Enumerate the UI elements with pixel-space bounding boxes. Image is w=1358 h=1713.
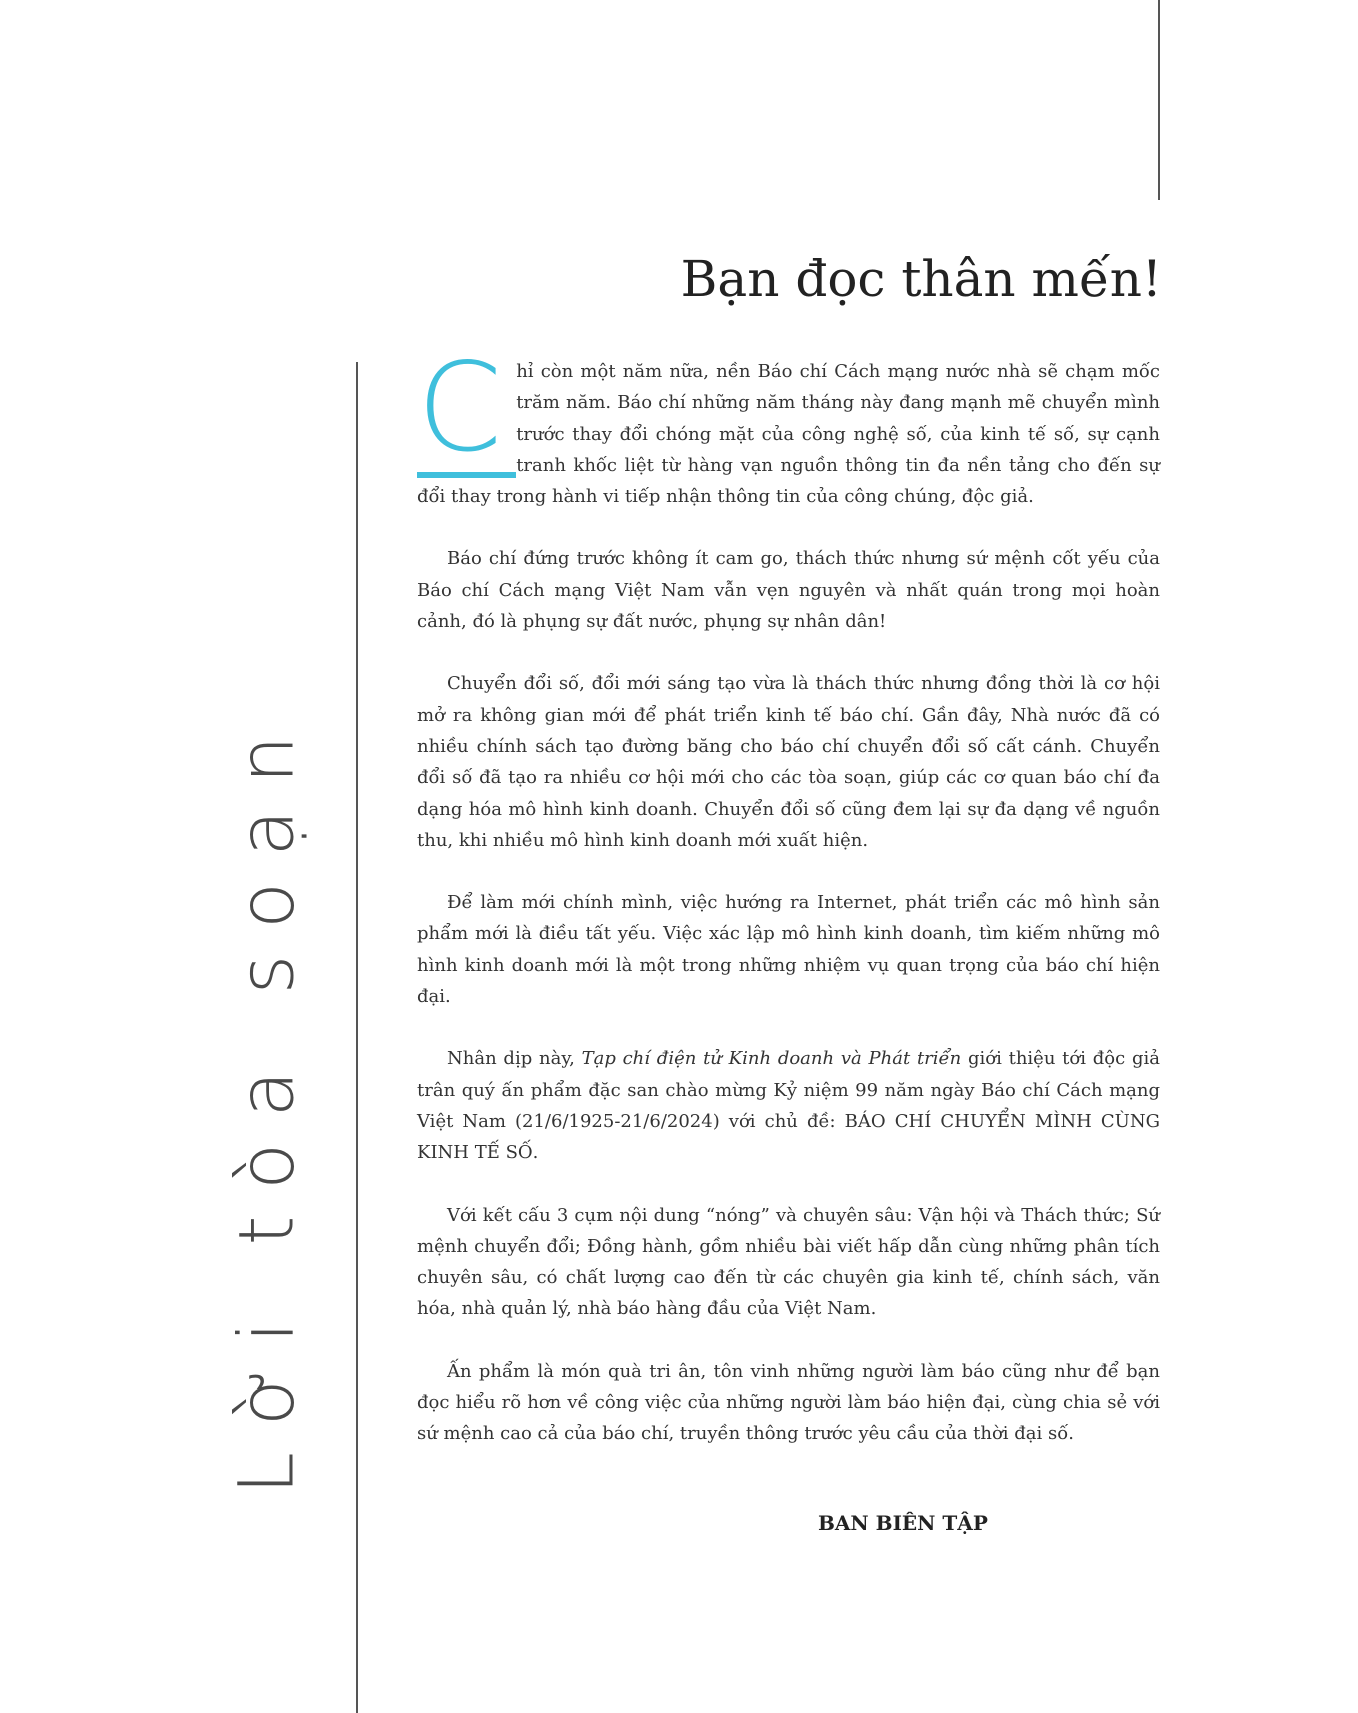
top-vertical-rule — [1158, 0, 1160, 200]
side-vertical-rule — [356, 362, 358, 1713]
paragraph-5 — [417, 1043, 1160, 1168]
paragraph-3: Chuyển đổi số, đổi mới sáng tạo vừa là thách thức nhưng đồng thời là cơ hội mở ra không gian mới để phát triển kinh tế báo chí. Gần đây, Nhà nước đã có nhiều chính sách tạo đường băng cho báo chí chuyển đổi số cất cánh. Chuyển đổi số đã tạo ra nhiều cơ hội mới cho các tòa soạn, giúp các cơ quan báo chí đa dạng hóa mô hình kinh doanh. Chuyển đổi số cũng đem lại sự đa dạng về nguồn thu, khi nhiều mô hình kinh doanh mới xuất hiện. — [417, 673, 1160, 851]
paragraph-5-before: Nhân dịp này, — [447, 1048, 582, 1070]
paragraph-6: Với kết cấu 3 cụm nội dung “nóng” và chuyên sâu: Vận hội và Thách thức; Sứ mệnh chuyển đổi; Đồng hành, gồm nhiều bài viết hấp dẫn cùng những phân tích chuyên sâu, có chất lượng cao đến từ các chuyên gia kinh tế, chính sách, văn hóa, nhà quản lý, nhà báo hàng đầu của Việt Nam. — [417, 1204, 1160, 1320]
paragraph-2: Báo chí đứng trước không ít cam go, thách thức nhưng sứ mệnh cốt yếu của Báo chí Cách mạng Việt Nam vẫn vẹn nguyên và nhất quán trong mọi hoàn cảnh, đó là phụng sự đất nước, phụng sự nhân dân! — [417, 548, 1160, 633]
signature: BAN BIÊN TẬP — [818, 1511, 988, 1535]
drop-cap: C — [417, 360, 516, 478]
page-heading: Bạn đọc thân mến! — [680, 250, 1162, 308]
paragraph-4: Để làm mới chính mình, việc hướng ra Internet, phát triển các mô hình sản phẩm mới là điều tất yếu. Việc xác lập mô hình kinh doanh, tìm kiếm những mô hình kinh doanh mới là một trong những nhiệm vụ quan trọng của báo chí hiện đại. — [417, 892, 1160, 1008]
paragraph-1 — [417, 337, 1160, 512]
paragraph-5-after: giới thiệu tới độc giả trân quý ấn phẩm đặc san chào mừng Kỷ niệm 99 năm ngày Báo chí Cách mạng Việt Nam (21/6/1925-21/6/2024) với chủ đề: BÁO CHÍ CHUYỂN MÌNH CÙNG KINH TẾ SỐ. — [417, 1048, 1160, 1164]
paragraph-1-text: hỉ còn một năm nữa, nền Báo chí Cách mạng nước nhà sẽ chạm mốc trăm năm. Báo chí những năm tháng này đang mạnh mẽ chuyển mình trước thay đổi chóng mặt của công nghệ số, của kinh tế số, sự cạnh tranh khốc liệt từ hàng vạn nguồn thông tin đa nền tảng cho đến sự đổi thay trong hành vi tiếp nhận thông tin của công chúng, độc giả. — [417, 361, 1160, 508]
paragraph-7: Ấn phẩm là món quà tri ân, tôn vinh những người làm báo cũng như để bạn đọc hiểu rõ hơn về công việc của những người làm báo hiện đại, cùng chia sẻ với sứ mệnh cao cả của báo chí, truyền thông trước yêu cầu của thời đại số. — [417, 1360, 1160, 1445]
magazine-name: Tạp chí điện tử Kinh doanh và Phát triển — [581, 1048, 962, 1070]
section-title-vertical: Lời tòa soạn — [221, 709, 311, 1495]
editorial-body — [417, 337, 1160, 1481]
